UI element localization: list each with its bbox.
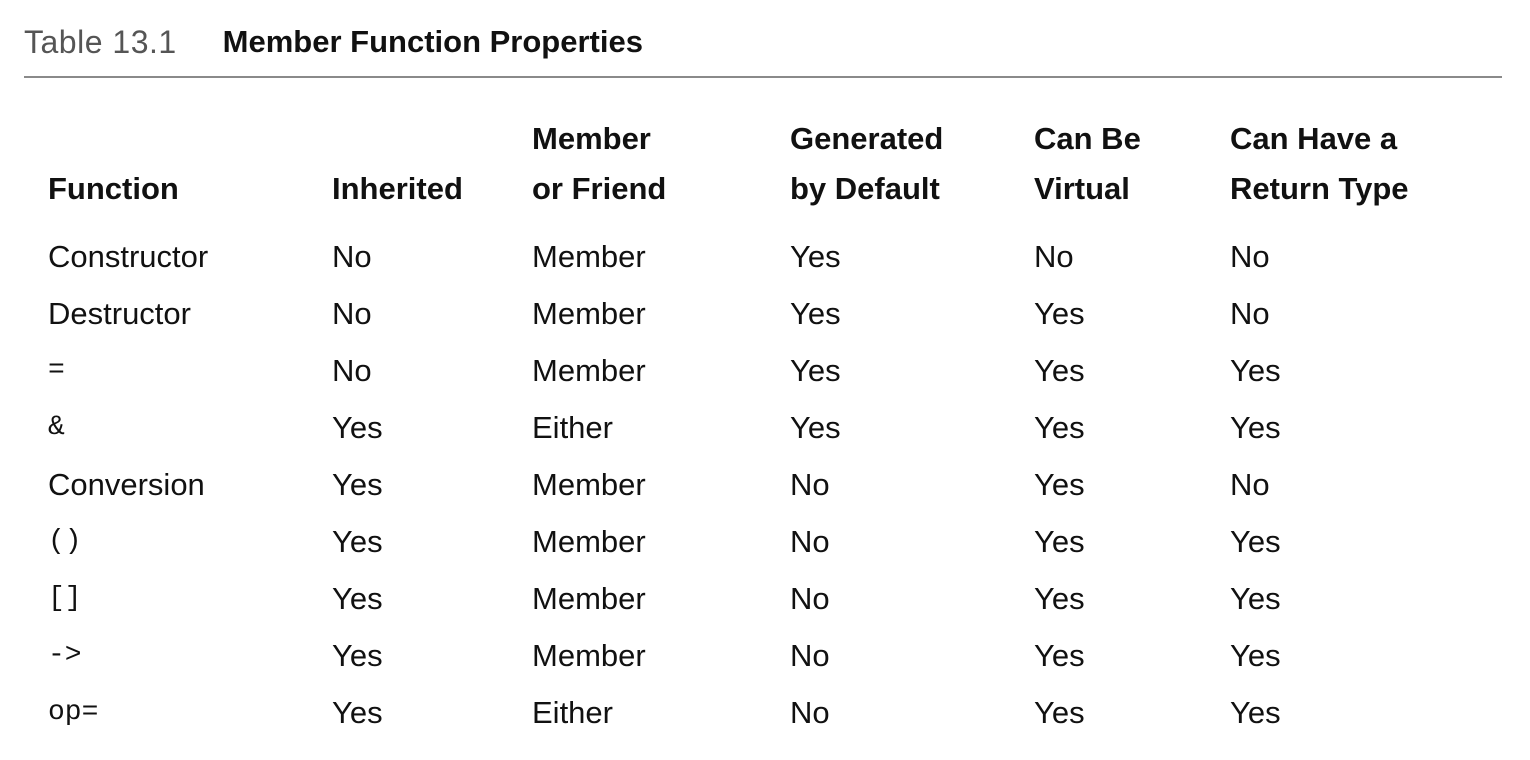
cell-can-have-return-type: No [1230, 296, 1270, 331]
cell-function: () [48, 526, 82, 557]
header-line2: Virtual [1034, 171, 1130, 206]
cell-inherited: Yes [332, 638, 383, 673]
cell-can-be-virtual: Yes [1034, 410, 1085, 445]
cell-inherited: Yes [332, 524, 383, 559]
cell-generated-by-default: No [790, 638, 830, 673]
cell-can-be-virtual: No [1034, 239, 1074, 274]
cell-function: Destructor [48, 296, 191, 331]
cell-can-be-virtual: Yes [1034, 695, 1085, 730]
table-title: Member Function Properties [222, 24, 643, 59]
caption-divider [24, 76, 1502, 78]
header-line2: by Default [790, 171, 940, 206]
cell-generated-by-default: Yes [790, 410, 841, 445]
cell-member-or-friend: Member [532, 467, 646, 502]
header-line1: Member [532, 121, 651, 156]
member-function-properties-table [48, 114, 1530, 741]
cell-function: Constructor [48, 239, 209, 274]
header-can-have-return-type [1230, 114, 1530, 228]
cell-can-have-return-type: Yes [1230, 410, 1281, 445]
cell-member-or-friend: Member [532, 638, 646, 673]
cell-function: op= [48, 697, 99, 728]
header-can-be-virtual [1034, 114, 1230, 228]
cell-generated-by-default: Yes [790, 296, 841, 331]
cell-can-have-return-type: Yes [1230, 524, 1281, 559]
cell-can-be-virtual: Yes [1034, 581, 1085, 616]
cell-member-or-friend: Either [532, 695, 613, 730]
cell-can-have-return-type: No [1230, 239, 1270, 274]
cell-function: = [48, 355, 65, 386]
header-line2: or Friend [532, 171, 667, 206]
table-row [48, 627, 1530, 684]
cell-can-have-return-type: Yes [1230, 638, 1281, 673]
cell-can-have-return-type: No [1230, 467, 1270, 502]
cell-inherited: Yes [332, 695, 383, 730]
header-member-or-friend [532, 114, 790, 228]
table-row [48, 399, 1530, 456]
header-line2: Inherited [332, 171, 463, 206]
header-function [48, 114, 332, 228]
table-body [48, 228, 1530, 741]
table-row [48, 570, 1530, 627]
cell-generated-by-default: No [790, 524, 830, 559]
cell-function: Conversion [48, 467, 205, 502]
cell-inherited: No [332, 353, 372, 388]
cell-can-have-return-type: Yes [1230, 353, 1281, 388]
cell-can-have-return-type: Yes [1230, 695, 1281, 730]
cell-member-or-friend: Member [532, 353, 646, 388]
cell-generated-by-default: Yes [790, 353, 841, 388]
cell-function: -> [48, 640, 82, 671]
header-line2: Function [48, 171, 179, 206]
cell-member-or-friend: Member [532, 524, 646, 559]
cell-generated-by-default: Yes [790, 239, 841, 274]
cell-inherited: No [332, 296, 372, 331]
cell-inherited: Yes [332, 581, 383, 616]
header-line2: Return Type [1230, 171, 1409, 206]
cell-generated-by-default: No [790, 695, 830, 730]
cell-member-or-friend: Member [532, 239, 646, 274]
header-generated-by-default [790, 114, 1034, 228]
header-line1: Generated [790, 121, 944, 156]
header-inherited [332, 114, 532, 228]
table-row [48, 228, 1530, 285]
cell-generated-by-default: No [790, 581, 830, 616]
table-number: Table 13.1 [24, 23, 177, 60]
cell-can-be-virtual: Yes [1034, 296, 1085, 331]
table-row [48, 342, 1530, 399]
cell-generated-by-default: No [790, 467, 830, 502]
cell-can-be-virtual: Yes [1034, 638, 1085, 673]
header-row [48, 114, 1530, 228]
cell-inherited: Yes [332, 410, 383, 445]
cell-function: & [48, 412, 65, 443]
cell-function: [] [48, 583, 82, 614]
cell-can-be-virtual: Yes [1034, 524, 1085, 559]
cell-member-or-friend: Member [532, 296, 646, 331]
cell-member-or-friend: Member [532, 581, 646, 616]
header-line1: Can Be [1034, 121, 1141, 156]
table-row [48, 285, 1530, 342]
cell-can-be-virtual: Yes [1034, 353, 1085, 388]
cell-member-or-friend: Either [532, 410, 613, 445]
table-row [48, 456, 1530, 513]
table-caption [24, 20, 643, 64]
cell-can-have-return-type: Yes [1230, 581, 1281, 616]
cell-inherited: No [332, 239, 372, 274]
table-row [48, 513, 1530, 570]
cell-can-be-virtual: Yes [1034, 467, 1085, 502]
header-line1: Can Have a [1230, 121, 1398, 156]
cell-inherited: Yes [332, 467, 383, 502]
table-row [48, 684, 1530, 741]
